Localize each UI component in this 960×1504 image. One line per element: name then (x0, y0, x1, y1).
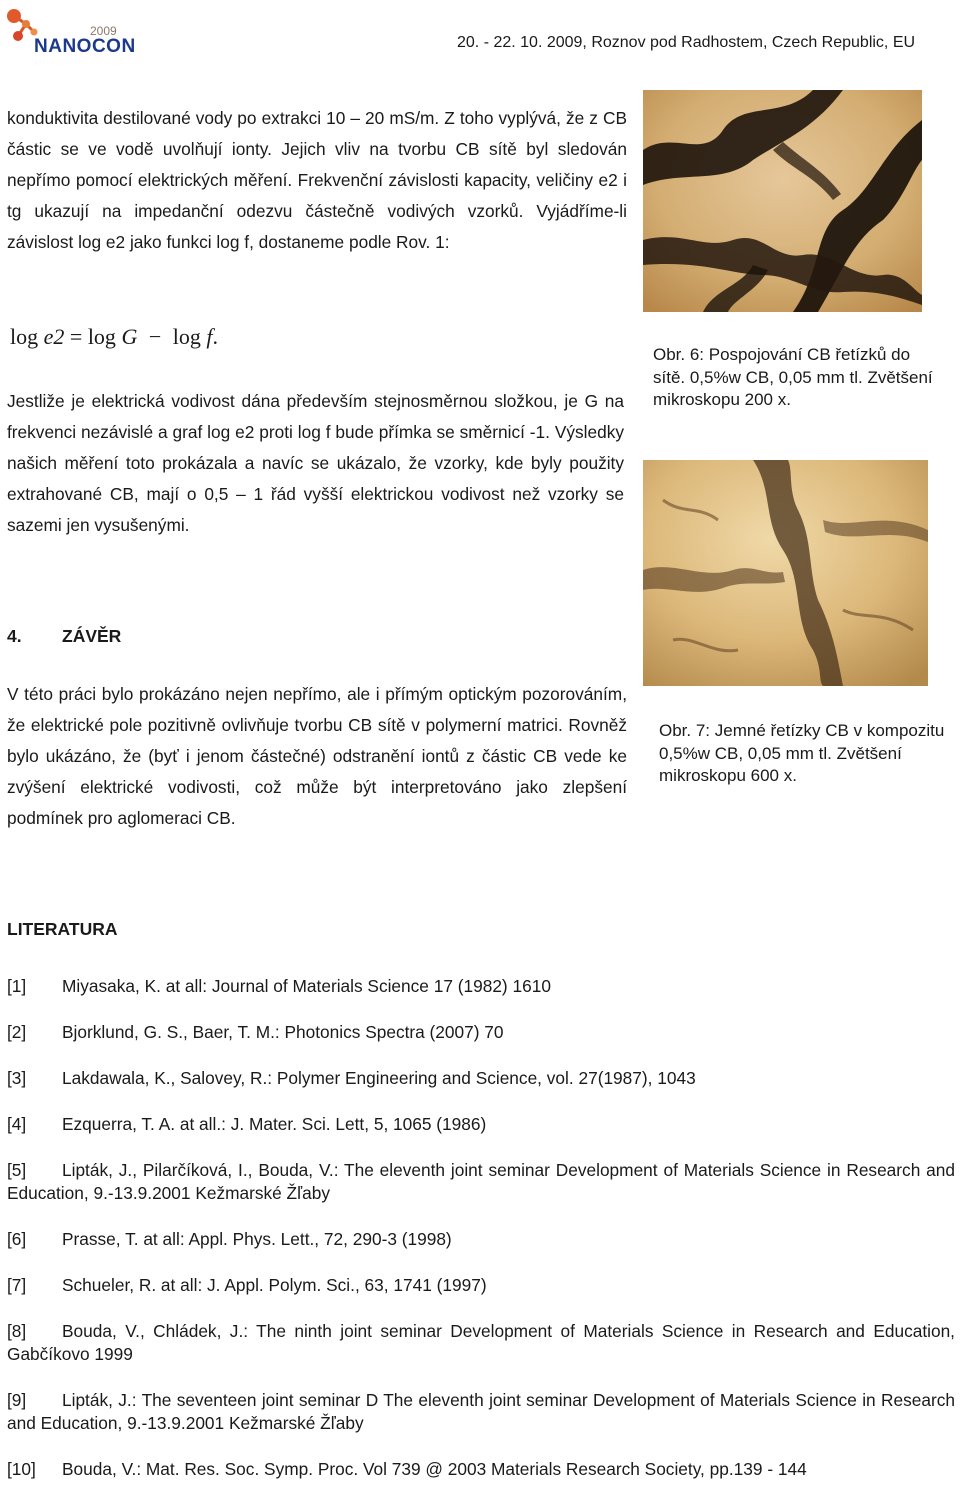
reference-number: [10] (7, 1459, 36, 1479)
reference-item (7, 1067, 955, 1090)
eq-log: log (87, 324, 116, 349)
reference-text: Lipták, J.: The seventeen joint seminar D The eleventh joint seminar Development of Materials Science in Research and Education, 9.-13.9.2001 Kežmarské Žľaby (7, 1390, 955, 1433)
reference-item (7, 1113, 955, 1136)
figure-6-caption: Obr. 6: Pospojování CB řetízků do sítě. 0,5%w CB, 0,05 mm tl. Zvětšení mikroskopu 200 x. (653, 345, 933, 409)
reference-number: [8] (7, 1321, 27, 1341)
paragraph-conductivity: konduktivita destilované vody po extrakci 10 – 20 mS/m. Z toho vyplývá, že z CB částic se ve vodě uvolňují ionty. Jejich vliv na tvorbu CB sítě byl sledován nepřímo pomocí elektrických měření. Frekvenční závislosti kapacity, veličiny e2 i tg ukazují na impedanční odezvu částečně vodivých vzorků. Vyjádříme-li závislost log e2 jako funkci log f, dostaneme podle Rov. 1: (7, 108, 627, 252)
figure-7-caption: Obr. 7: Jemné řetízky CB v kompozitu 0,5%w CB, 0,05 mm tl. Zvětšení mikroskopu 600 x. (659, 721, 945, 785)
reference-text: Bouda, V.: Mat. Res. Soc. Symp. Proc. Vol 739 @ 2003 Materials Research Society, pp.139 - 144 (62, 1459, 807, 1479)
literature-heading: LITERATURA (7, 919, 118, 939)
section-number: 4. (7, 626, 22, 646)
eq-period: . (212, 324, 218, 349)
eq-log: log (172, 324, 201, 349)
section-heading-conclusion (7, 626, 121, 647)
reference-item (7, 1389, 955, 1435)
reference-item (7, 1274, 955, 1297)
conference-date-place: 20. - 22. 10. 2009, Roznov pod Radhostem, Czech Republic, EU (457, 34, 916, 51)
reference-item (7, 1458, 955, 1481)
reference-text: Lakdawala, K., Salovey, R.: Polymer Engineering and Science, vol. 27(1987), 1043 (62, 1068, 696, 1088)
figure-6-micrograph (643, 90, 922, 312)
reference-text: Schueler, R. at all: J. Appl. Polym. Sci., 63, 1741 (1997) (62, 1275, 487, 1295)
reference-item (7, 1159, 955, 1205)
reference-item (7, 1228, 955, 1251)
eq-var-e2: e2 (43, 324, 65, 349)
figure-7-micrograph (643, 460, 928, 686)
eq-equals: = (69, 324, 83, 349)
equation-1 (10, 324, 218, 350)
reference-text: Ezquerra, T. A. at all.: J. Mater. Sci. Lett, 5, 1065 (1986) (62, 1114, 487, 1134)
reference-text: Miyasaka, K. at all: Journal of Materials Science 17 (1982) 1610 (62, 976, 551, 996)
paragraph-results: Jestliže je elektrická vodivost dána především stejnosměrnou složkou, je G na frekvenci nezávislé a graf log e2 proti log f bude přímka se směrnicí -1. Výsledky našich měření toto prokázala a navíc se ukázalo, že vzorky, kde byly použity extrahované CB, mají o 0,5 – 1 řád vyšší elektrickou vodivost než vzorky se sazemi jen vysušenými. (7, 391, 624, 535)
reference-number: [9] (7, 1390, 27, 1410)
reference-list (7, 975, 955, 1504)
eq-var-g: G (121, 324, 138, 349)
reference-item (7, 1320, 955, 1366)
section-title: ZÁVĚR (62, 626, 122, 646)
logo-text: NANOCON (34, 36, 136, 57)
eq-log: log (10, 324, 39, 349)
reference-text: Bouda, V., Chládek, J.: The ninth joint seminar Development of Materials Science in Research and Education, Gabčíkovo 1999 (7, 1321, 955, 1364)
reference-number: [3] (7, 1068, 27, 1088)
reference-number: [7] (7, 1275, 27, 1295)
reference-number: [5] (7, 1160, 27, 1180)
eq-var-f: f (206, 324, 213, 349)
paragraph-conclusion: V této práci bylo prokázáno nejen nepřímo, ale i přímým optickým pozorováním, že elektrické pole pozitivně ovlivňuje tvorbu CB sítě v polymerní matrici. Rovněž bylo ukázáno, že (byť i jenom částečné) odstranění iontů z částic CB vede ke zvýšení elektrické vodivosti, což může být interpretováno jako zlepšení podmínek pro aglomeraci CB. (7, 684, 627, 828)
reference-number: [2] (7, 1022, 27, 1042)
logo-year: 2009 (90, 24, 117, 38)
reference-number: [4] (7, 1114, 27, 1134)
reference-number: [6] (7, 1229, 27, 1249)
reference-text: Bjorklund, G. S., Baer, T. M.: Photonics Spectra (2007) 70 (62, 1022, 504, 1042)
reference-text: Prasse, T. at all: Appl. Phys. Lett., 72, 290-3 (1998) (62, 1229, 452, 1249)
eq-minus: − (148, 324, 162, 349)
reference-item (7, 975, 955, 998)
reference-text: Lipták, J., Pilarčíková, I., Bouda, V.: The eleventh joint seminar Development of Materials Science in Research and Education, 9.-13.9.2001 Kežmarské Žľaby (7, 1160, 955, 1203)
reference-item (7, 1021, 955, 1044)
reference-number: [1] (7, 976, 27, 996)
